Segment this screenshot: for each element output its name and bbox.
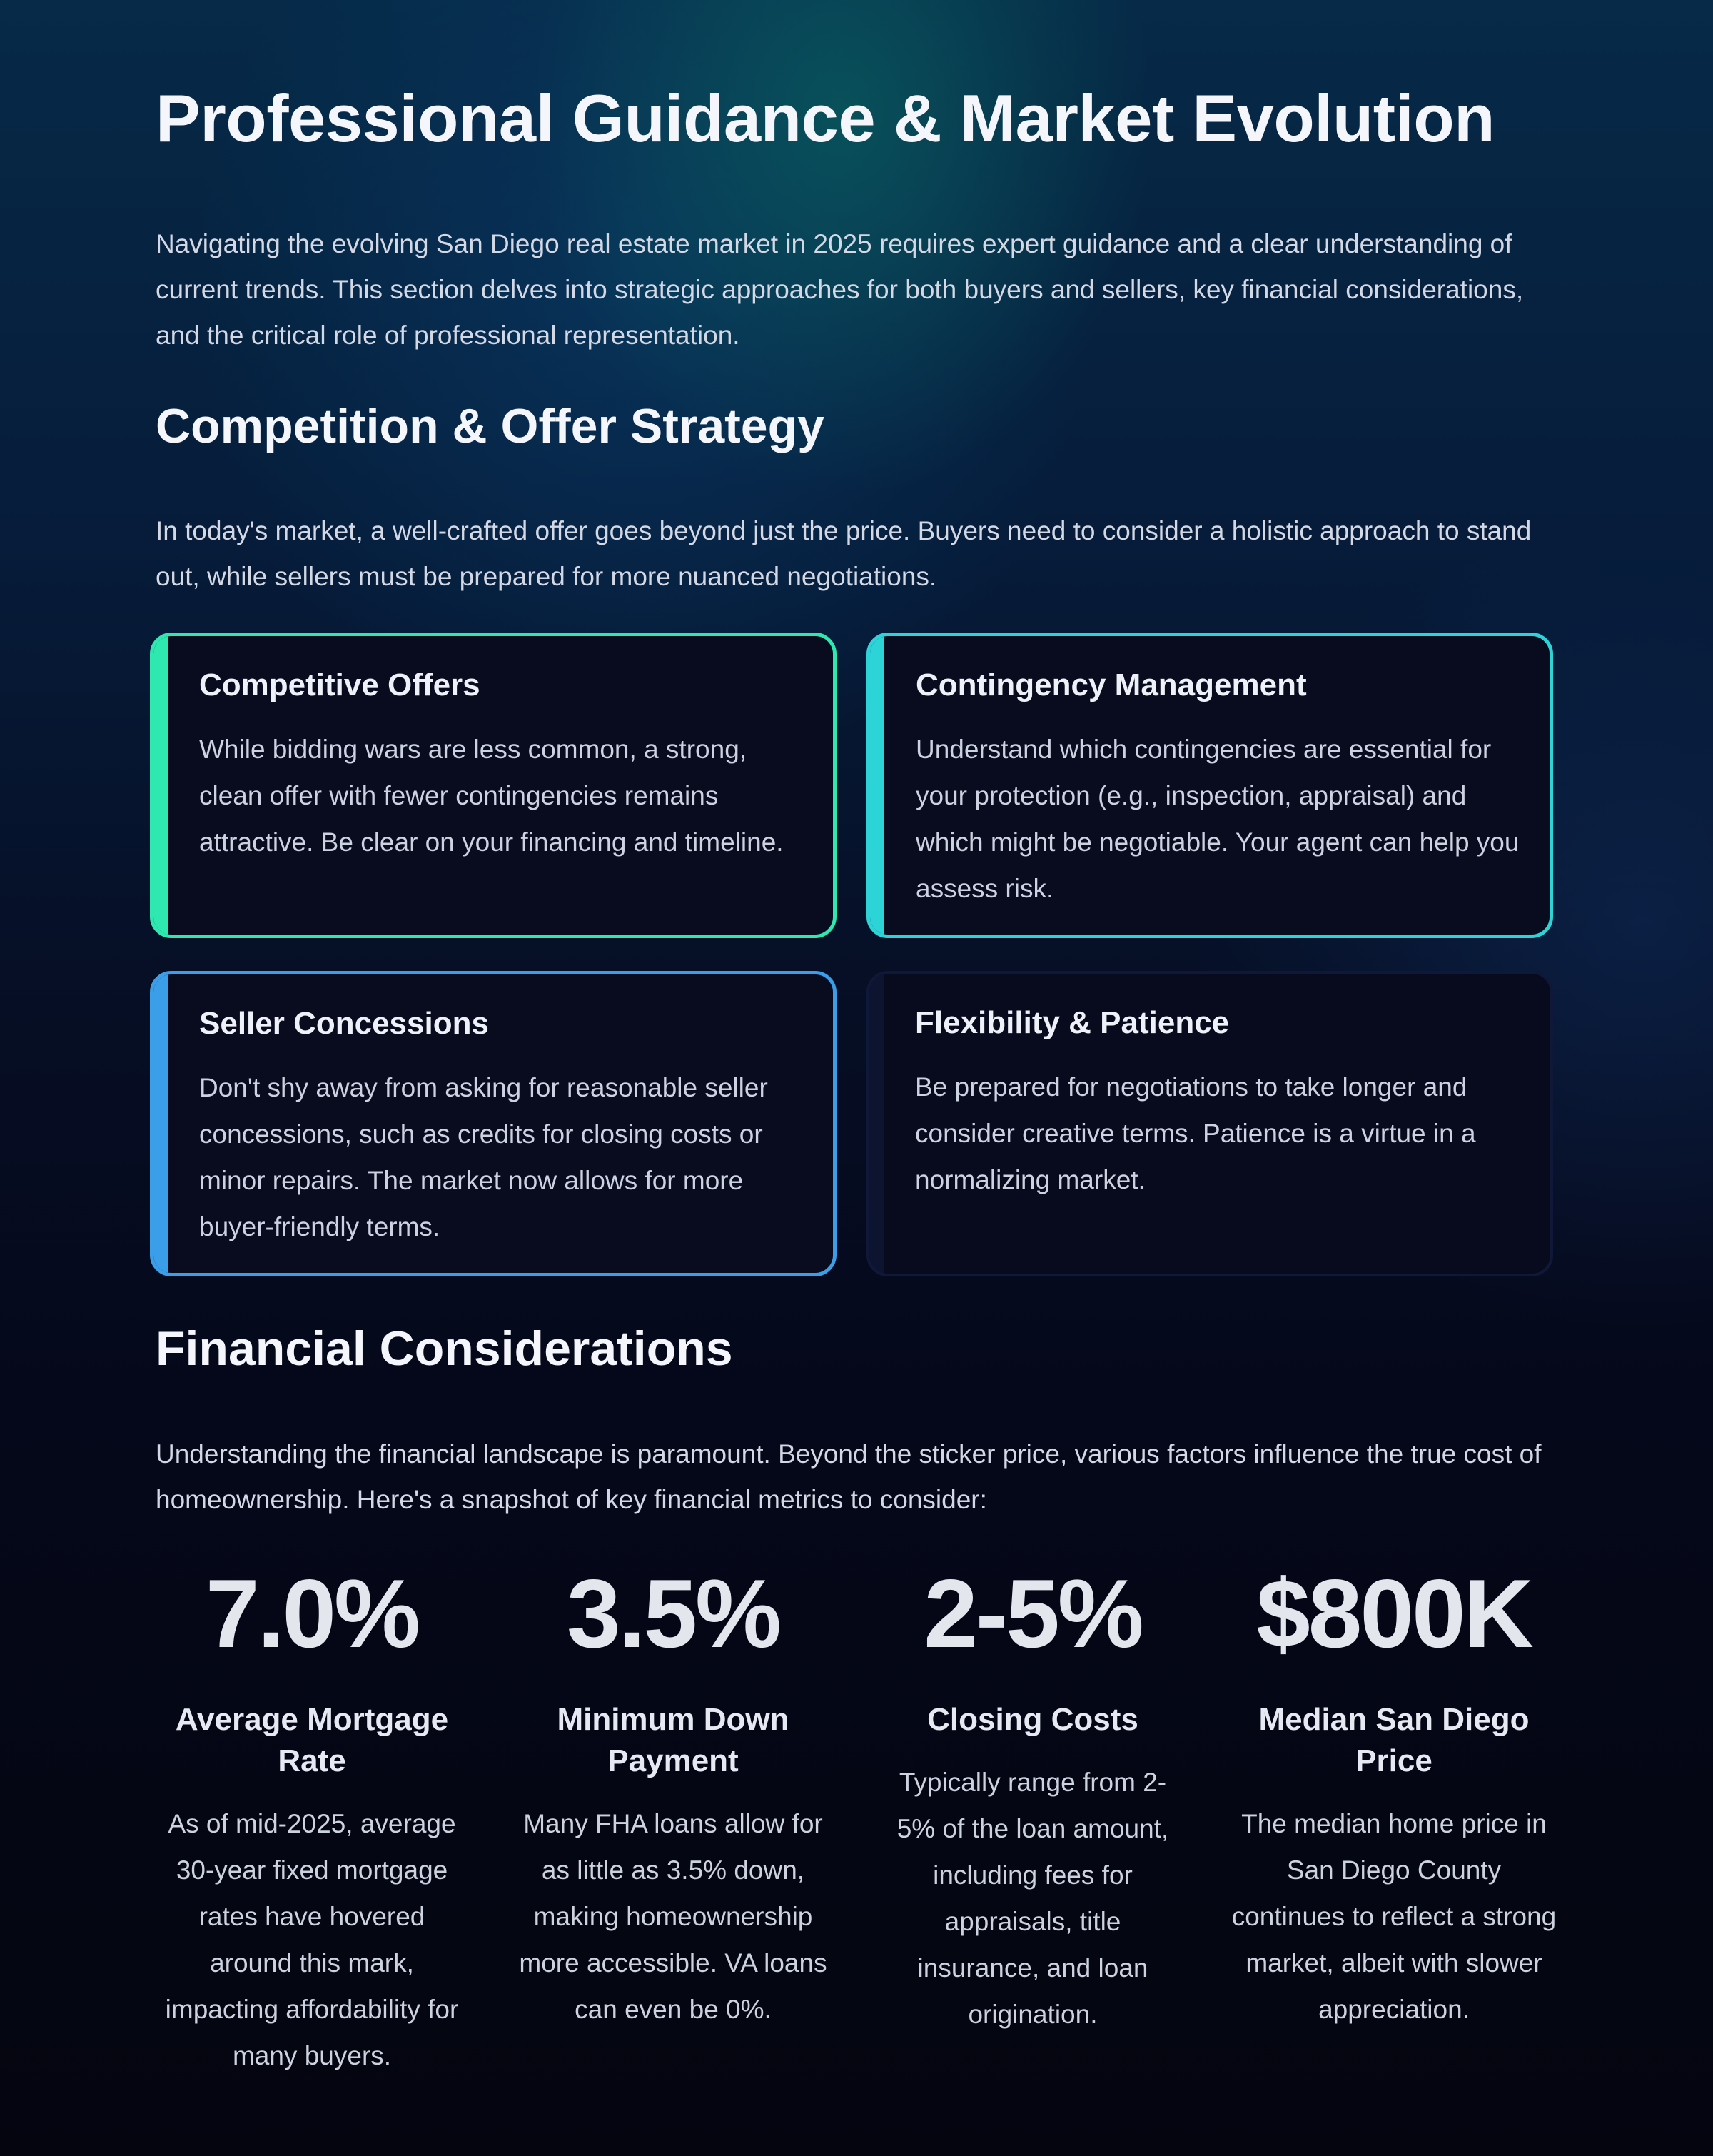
metric-closing-costs: [865, 1556, 1201, 2037]
metric-label: Closing Costs: [927, 1702, 1138, 1737]
card-text: While bidding wars are less common, a strong, clean offer with fewer contingencies remains attractive. Be clear on your financing and timeline.: [199, 735, 784, 857]
card-text: Be prepared for negotiations to take longer and consider creative terms. Patience is a virtue in a normalizing market.: [915, 1072, 1476, 1194]
metric-value: 2-5%: [924, 1559, 1142, 1668]
metric-value: $800K: [1256, 1559, 1532, 1668]
financial-heading: Financial Considerations: [156, 1321, 733, 1376]
card-accent-bar: [153, 636, 168, 935]
metric-value: 7.0%: [206, 1559, 418, 1668]
metric-label: Median San Diego Price: [1258, 1702, 1530, 1778]
card-title: Competitive Offers: [199, 668, 480, 702]
page-title: Professional Guidance & Market Evolution: [156, 81, 1495, 156]
metric-description: Many FHA loans allow for as little as 3.5% down, making homeownership more accessible. VA loans can even be 0%.: [519, 1809, 827, 2024]
card-accent-bar: [870, 636, 884, 935]
card-accent-bar: [153, 974, 168, 1273]
metric-median-price: [1226, 1556, 1562, 2032]
card-competitive-offers: [150, 633, 837, 938]
metric-description: The median home price in San Diego County continues to reflect a strong market, albeit with slower appreciation.: [1231, 1809, 1557, 2024]
metric-value: 3.5%: [567, 1559, 779, 1668]
card-text: Don't shy away from asking for reasonable seller concessions, such as credits for closing costs or minor repairs. The market now allows for more buyer-friendly terms.: [199, 1073, 768, 1241]
competition-heading: Competition & Offer Strategy: [156, 399, 824, 453]
card-flexibility-patience: [866, 971, 1553, 1276]
card-text: Understand which contingencies are essential for your protection (e.g., inspection, appraisal) and which might be negotiable. Your agent can help you assess risk.: [916, 735, 1520, 903]
financial-paragraph: Understanding the financial landscape is paramount. Beyond the sticker price, various factors influence the true cost of homeownership. Here's a snapshot of key financial metrics to consider:: [156, 1439, 1542, 1514]
competition-paragraph: In today's market, a well-crafted offer goes beyond just the price. Buyers need to consider a holistic approach to stand out, while sellers must be prepared for more nuanced negotiations.: [156, 516, 1532, 591]
card-accent-bar: [869, 974, 884, 1274]
intro-paragraph: Navigating the evolving San Diego real estate market in 2025 requires expert guidance and a clear understanding of current trends. This section delves into strategic approaches for both buyers and sellers, key financial considerations, and the critical role of professional representation.: [156, 229, 1524, 350]
card-seller-concessions: [150, 971, 837, 1276]
metric-label: Minimum Down Payment: [557, 1702, 789, 1778]
card-contingency-management: [866, 633, 1553, 938]
metric-description: As of mid-2025, average 30-year fixed mortgage rates have hovered around this mark, impacting affordability for many buyers.: [165, 1809, 459, 2070]
card-title: Flexibility & Patience: [915, 1005, 1230, 1040]
metric-description: Typically range from 2-5% of the loan amount, including fees for appraisals, title insurance, and loan origination.: [896, 1768, 1169, 2029]
metric-mortgage-rate: [144, 1556, 480, 2079]
metric-label: Average Mortgage Rate: [175, 1702, 449, 1778]
card-title: Contingency Management: [916, 668, 1307, 702]
card-title: Seller Concessions: [199, 1006, 489, 1041]
metric-down-payment: [505, 1556, 841, 2032]
